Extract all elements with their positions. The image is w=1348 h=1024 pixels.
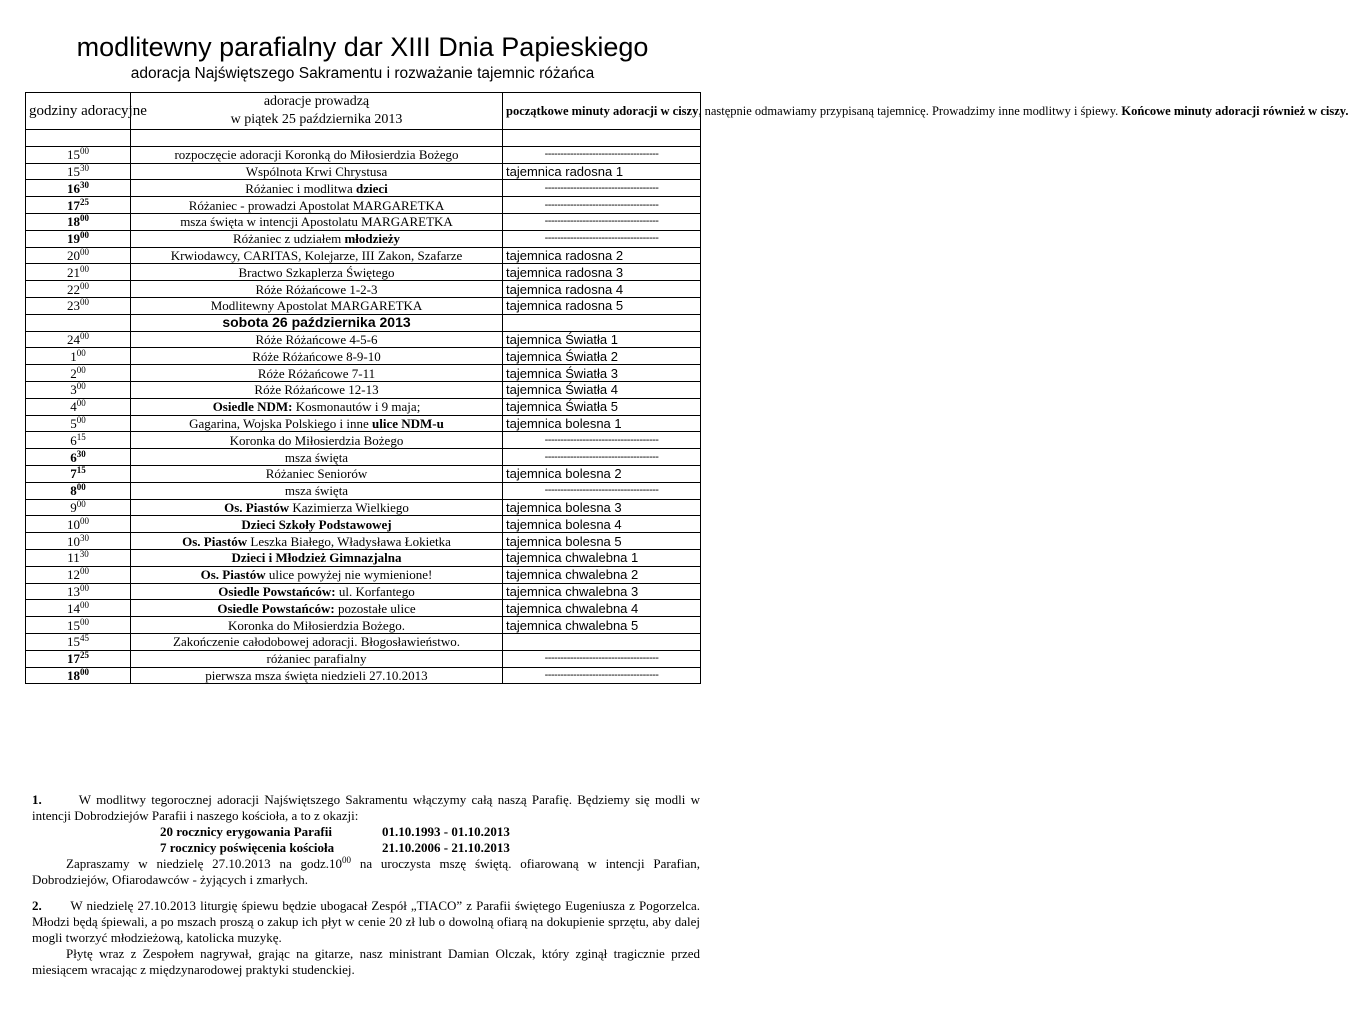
header-leaders: adoracje prowadzą w piątek 25 października 2013 bbox=[131, 93, 503, 130]
mystery-cell: tajemnica chwalebna 3 bbox=[503, 583, 701, 600]
time-cell: $8^{00}$ bbox=[26, 482, 131, 499]
schedule-row bbox=[26, 331, 701, 348]
leader-cell: rozpoczęcie adoracji Koronką do Miłosierdzia Bożego bbox=[131, 146, 503, 163]
mystery-cell bbox=[503, 633, 701, 650]
time-cell: $17^{25}$ bbox=[26, 197, 131, 214]
anniversary-1: 20 rocznicy erygowania Parafii 01.10.1993 - 01.10.2013 bbox=[160, 824, 510, 839]
note-2: 2. W niedzielę 27.10.2013 liturgię śpiewu będzie ubogacał Zespół „TIACO” z Parafii świętego Eugeniusza z Pogorzelca. Młodzi będą śpiewali, a po mszach proszą o zakup ich płyt w cenie 20 zł lub o dowolną ofiarą na dokupienie sprzętu, aby dalej mogli tworzyć młodzieżową, katolicka muzykę. bbox=[32, 898, 701, 945]
mystery-cell: ------------------------------------ bbox=[503, 180, 701, 197]
mystery-cell: tajemnica bolesna 5 bbox=[503, 533, 701, 550]
mystery-cell: ------------------------------------ bbox=[503, 197, 701, 214]
time-cell: $13^{00}$ bbox=[26, 583, 131, 600]
mystery-cell: tajemnica radosna 3 bbox=[503, 264, 701, 281]
mystery-cell: ------------------------------------ bbox=[503, 667, 701, 684]
spacer-row bbox=[26, 130, 701, 147]
schedule-row bbox=[26, 516, 701, 533]
schedule-row bbox=[26, 146, 701, 163]
time-cell: $3^{00}$ bbox=[26, 381, 131, 398]
mystery-cell: tajemnica radosna 4 bbox=[503, 281, 701, 298]
leader-cell: Róże Różańcowe 7-11 bbox=[131, 365, 503, 382]
leader-cell: Róże Różańcowe 1-2-3 bbox=[131, 281, 503, 298]
schedule-row bbox=[26, 264, 701, 281]
leader-cell: Os. Piastów Kazimierza Wielkiego bbox=[131, 499, 503, 516]
mystery-cell: ------------------------------------ bbox=[503, 230, 701, 247]
schedule-row bbox=[26, 297, 701, 314]
leader-cell: Wspólnota Krwi Chrystusa bbox=[131, 163, 503, 180]
schedule-row bbox=[26, 482, 701, 499]
time-cell: $15^{00}$ bbox=[26, 617, 131, 634]
schedule-row bbox=[26, 432, 701, 449]
mystery-cell: ------------------------------------ bbox=[503, 432, 701, 449]
leader-cell: Krwiodawcy, CARITAS, Kolejarze, III Zakon, Szafarze bbox=[131, 247, 503, 264]
mystery-cell: tajemnica chwalebna 5 bbox=[503, 617, 701, 634]
leader-cell: pierwsza msza święta niedzieli 27.10.2013 bbox=[131, 667, 503, 684]
time-cell: $16^{30}$ bbox=[26, 180, 131, 197]
mystery-cell: tajemnica Światła 2 bbox=[503, 348, 701, 365]
schedule-row bbox=[26, 365, 701, 382]
notes-section bbox=[32, 792, 700, 978]
leader-cell: Róże Różańcowe 4-5-6 bbox=[131, 331, 503, 348]
leader-cell: Róże Różańcowe 12-13 bbox=[131, 381, 503, 398]
time-cell: $2^{00}$ bbox=[26, 365, 131, 382]
mystery-cell: tajemnica bolesna 2 bbox=[503, 465, 701, 482]
schedule-row bbox=[26, 617, 701, 634]
mystery-cell: tajemnica bolesna 4 bbox=[503, 516, 701, 533]
leader-cell: Różaniec i modlitwa dzieci bbox=[131, 180, 503, 197]
time-cell: $17^{25}$ bbox=[26, 650, 131, 667]
mystery-cell: tajemnica chwalebna 4 bbox=[503, 600, 701, 617]
table-header-row bbox=[26, 93, 701, 130]
mystery-cell: ------------------------------------ bbox=[503, 146, 701, 163]
mystery-cell: tajemnica radosna 2 bbox=[503, 247, 701, 264]
leader-cell: Gagarina, Wojska Polskiego i inne ulice NDM-u bbox=[131, 415, 503, 432]
schedule-row bbox=[26, 230, 701, 247]
anniversary-2: 7 rocznicy poświęcenia kościoła 21.10.2006 - 21.10.2013 bbox=[160, 840, 510, 855]
mystery-cell: ------------------------------------ bbox=[503, 482, 701, 499]
saturday-label: sobota 26 października 2013 bbox=[131, 314, 503, 331]
time-cell: $7^{15}$ bbox=[26, 465, 131, 482]
schedule-row bbox=[26, 197, 701, 214]
day-separator-row bbox=[26, 314, 701, 331]
leader-cell: Koronka do Miłosierdzia Bożego bbox=[131, 432, 503, 449]
mystery-cell: tajemnica chwalebna 1 bbox=[503, 549, 701, 566]
schedule-row bbox=[26, 281, 701, 298]
header-hours: godziny adoracyjne bbox=[26, 93, 131, 130]
schedule-row bbox=[26, 633, 701, 650]
schedule-row bbox=[26, 415, 701, 432]
time-cell: $21^{00}$ bbox=[26, 264, 131, 281]
time-cell: $12^{00}$ bbox=[26, 566, 131, 583]
leader-cell: Bractwo Szkaplerza Świętego bbox=[131, 264, 503, 281]
mystery-cell: tajemnica chwalebna 2 bbox=[503, 566, 701, 583]
page-subtitle: adoracja Najświętszego Sakramentu i rozważanie tajemnic różańca bbox=[130, 65, 595, 82]
schedule-row bbox=[26, 600, 701, 617]
schedule-row bbox=[26, 667, 701, 684]
leader-cell: Koronka do Miłosierdzia Bożego. bbox=[131, 617, 503, 634]
mystery-cell: tajemnica radosna 1 bbox=[503, 163, 701, 180]
leader-cell: Os. Piastów Leszka Białego, Władysława Łokietka bbox=[131, 533, 503, 550]
leader-cell: Różaniec Seniorów bbox=[131, 465, 503, 482]
leader-cell: Osiedle Powstańców: ul. Korfantego bbox=[131, 583, 503, 600]
time-cell: $15^{30}$ bbox=[26, 163, 131, 180]
invitation-text: Zapraszamy w niedzielę 27.10.2013 na $godz.10^{00}$ na uroczysta mszę świętą. ofiarowaną w intencji Parafian, Dobrodziejów, Ofiarodawców - żyjących i zmarłych. bbox=[32, 855, 700, 887]
leader-cell: Osiedle NDM: Kosmonautów i 9 maja; bbox=[131, 398, 503, 415]
mystery-cell: tajemnica Światła 1 bbox=[503, 331, 701, 348]
time-cell: $18^{00}$ bbox=[26, 213, 131, 230]
mystery-cell: tajemnica bolesna 1 bbox=[503, 415, 701, 432]
mystery-cell: tajemnica Światła 3 bbox=[503, 365, 701, 382]
schedule-row bbox=[26, 533, 701, 550]
time-cell: $5^{00}$ bbox=[26, 415, 131, 432]
time-cell: $11^{30}$ bbox=[26, 549, 131, 566]
schedule-row bbox=[26, 247, 701, 264]
leader-cell: Róże Różańcowe 8-9-10 bbox=[131, 348, 503, 365]
leader-cell: msza święta w intencji Apostolatu MARGARETKA bbox=[131, 213, 503, 230]
schedule-row bbox=[26, 381, 701, 398]
schedule-row bbox=[26, 348, 701, 365]
time-cell: $15^{00}$ bbox=[26, 146, 131, 163]
leader-cell: msza święta bbox=[131, 482, 503, 499]
time-cell: $14^{00}$ bbox=[26, 600, 131, 617]
schedule-row bbox=[26, 180, 701, 197]
mystery-cell: ------------------------------------ bbox=[503, 213, 701, 230]
adoration-schedule-table bbox=[25, 92, 1348, 684]
time-cell: $20^{00}$ bbox=[26, 247, 131, 264]
time-cell: $10^{30}$ bbox=[26, 533, 131, 550]
time-cell: $24^{00}$ bbox=[26, 331, 131, 348]
schedule-row bbox=[26, 449, 701, 466]
time-cell: $10^{00}$ bbox=[26, 516, 131, 533]
leader-cell: Os. Piastów ulice powyżej nie wymienione! bbox=[131, 566, 503, 583]
mystery-cell: tajemnica radosna 5 bbox=[503, 297, 701, 314]
schedule-row bbox=[26, 163, 701, 180]
time-cell: $9^{00}$ bbox=[26, 499, 131, 516]
leader-cell: Zakończenie całodobowej adoracji. Błogosławieństwo. bbox=[131, 633, 503, 650]
leader-cell: msza święta bbox=[131, 449, 503, 466]
schedule-row bbox=[26, 650, 701, 667]
schedule-row bbox=[26, 213, 701, 230]
mystery-cell: tajemnica Światła 4 bbox=[503, 381, 701, 398]
time-cell: $19^{00}$ bbox=[26, 230, 131, 247]
leader-cell: Osiedle Powstańców: pozostałe ulice bbox=[131, 600, 503, 617]
leader-cell: Modlitewny Apostolat MARGARETKA bbox=[131, 297, 503, 314]
schedule-row bbox=[26, 583, 701, 600]
schedule-row bbox=[26, 566, 701, 583]
note-1: 1. W modlitwy tegorocznej adoracji Najświętszego Sakramentu włączymy całą naszą Parafię. Będziemy się modli w intencji Dobrodziejów Parafii i naszego kościoła, a to z okazji: bbox=[32, 792, 700, 823]
time-cell: $1^{00}$ bbox=[26, 348, 131, 365]
leader-cell: różaniec parafialny bbox=[131, 650, 503, 667]
time-cell: $15^{45}$ bbox=[26, 633, 131, 650]
schedule-row bbox=[26, 465, 701, 482]
schedule-row bbox=[26, 549, 701, 566]
mystery-cell: ------------------------------------ bbox=[503, 449, 701, 466]
schedule-row bbox=[26, 398, 701, 415]
time-cell: $22^{00}$ bbox=[26, 281, 131, 298]
page-title: modlitewny parafialny dar XIII Dnia Papieskiego bbox=[76, 32, 649, 62]
time-cell: $6^{15}$ bbox=[26, 432, 131, 449]
mystery-cell: ------------------------------------ bbox=[503, 650, 701, 667]
time-cell: $6^{30}$ bbox=[26, 449, 131, 466]
note-2-continued: Płytę wraz z Zespołem nagrywał, grając na gitarze, nasz ministrant Damian Olczak, który zginął tragicznie przed miesiącem wracając z międzynarodowej praktyki studenckiej. bbox=[32, 946, 700, 977]
time-cell: $18^{00}$ bbox=[26, 667, 131, 684]
header-instructions: początkowe minuty adoracji w ciszy, następnie odmawiamy przypisaną tajemnicę. Prowadzimy inne modlitwy i śpiewy. Końcowe minuty adoracji również w ciszy. bbox=[503, 93, 701, 130]
mystery-cell: tajemnica Światła 5 bbox=[503, 398, 701, 415]
mystery-cell: tajemnica bolesna 3 bbox=[503, 499, 701, 516]
time-cell: $23^{00}$ bbox=[26, 297, 131, 314]
time-cell: $4^{00}$ bbox=[26, 398, 131, 415]
schedule-row bbox=[26, 499, 701, 516]
leader-cell: Różaniec - prowadzi Apostolat MARGARETKA bbox=[131, 197, 503, 214]
leader-cell: Dzieci Szkoły Podstawowej bbox=[131, 516, 503, 533]
leader-cell: Różaniec z udziałem młodzieży bbox=[131, 230, 503, 247]
leader-cell: Dzieci i Młodzież Gimnazjalna bbox=[131, 549, 503, 566]
